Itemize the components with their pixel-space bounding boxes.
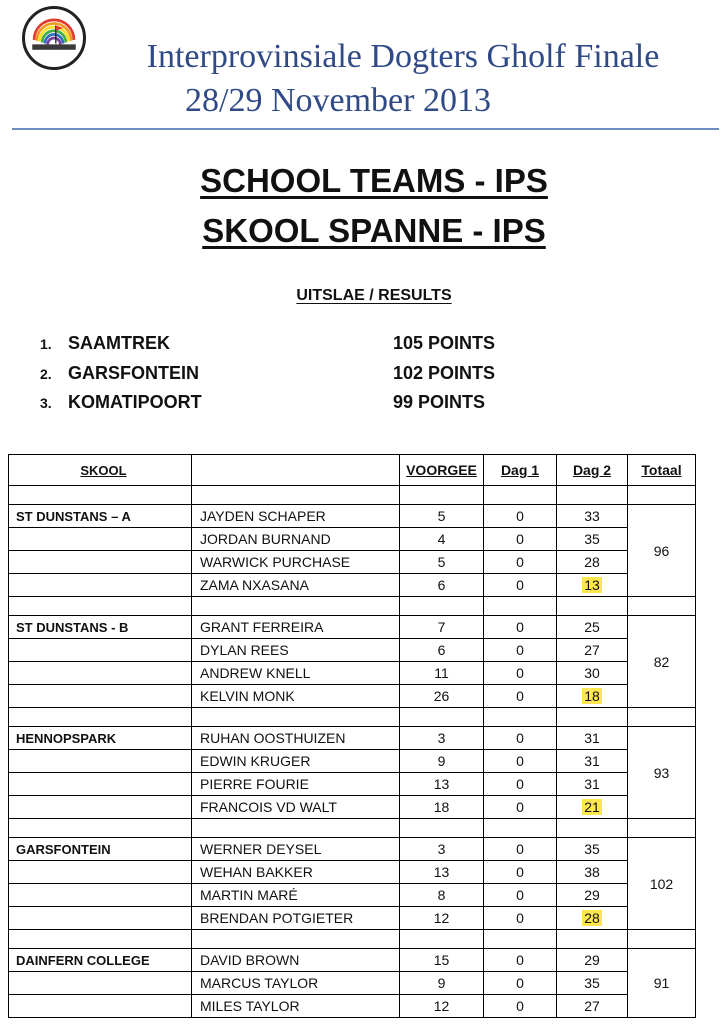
school-cell-empty: [9, 685, 192, 708]
voorgee-value: 9: [400, 750, 484, 773]
player-name: MARCUS TAYLOR: [192, 972, 400, 995]
team-total: 82: [628, 616, 696, 708]
dag1-value: 0: [484, 639, 557, 662]
result-school: SAAMTREK: [68, 333, 170, 353]
player-name: JAYDEN SCHAPER: [192, 505, 400, 528]
table-row: [9, 861, 696, 884]
dag2-value: 29: [584, 887, 600, 903]
spacer-school: [9, 708, 192, 727]
dag1-value: 0: [484, 727, 557, 750]
school-name: ST DUNSTANS - B: [9, 616, 192, 639]
spacer-voorgee: [400, 930, 484, 949]
voorgee-value: 12: [400, 907, 484, 930]
dag2-value: 31: [584, 730, 600, 746]
dag1-value: 0: [484, 662, 557, 685]
scores-table: [8, 454, 696, 1018]
dag2-cell: [557, 685, 628, 708]
player-name: DAVID BROWN: [192, 949, 400, 972]
dag1-value: 0: [484, 750, 557, 773]
spacer-totaal: [628, 930, 696, 949]
player-name: EDWIN KRUGER: [192, 750, 400, 773]
voorgee-value: 11: [400, 662, 484, 685]
school-name: DAINFERN COLLEGE: [9, 949, 192, 972]
player-name: GRANT FERREIRA: [192, 616, 400, 639]
spacer-player: [192, 708, 400, 727]
table-row: [9, 949, 696, 972]
voorgee-value: 9: [400, 972, 484, 995]
golf-logo-icon: [25, 9, 83, 67]
school-cell-empty: [9, 528, 192, 551]
result-school: KOMATIPOORT: [68, 392, 202, 412]
player-name: MARTIN MARÉ: [192, 884, 400, 907]
dag2-value: 21: [584, 799, 600, 815]
spacer-dag2: [557, 486, 628, 505]
school-cell-empty: [9, 972, 192, 995]
spacer-dag1: [484, 597, 557, 616]
table-row: [9, 838, 696, 861]
player-name: PIERRE FOURIE: [192, 773, 400, 796]
dag2-cell: [557, 616, 628, 639]
player-name: DYLAN REES: [192, 639, 400, 662]
dag2-cell: [557, 972, 628, 995]
result-points: 105 POINTS: [393, 333, 496, 353]
player-name: KELVIN MONK: [192, 685, 400, 708]
spacer-dag2: [557, 819, 628, 838]
dag1-value: 0: [484, 796, 557, 819]
dag2-value: 18: [584, 688, 600, 704]
school-cell-empty: [9, 796, 192, 819]
dag2-cell: [557, 773, 628, 796]
result-school: GARSFONTEIN: [68, 363, 200, 383]
dag1-value: 0: [484, 505, 557, 528]
dag2-value: 29: [584, 952, 600, 968]
voorgee-value: 13: [400, 861, 484, 884]
voorgee-value: 5: [400, 505, 484, 528]
dag1-value: 0: [484, 528, 557, 551]
team-total: 102: [628, 838, 696, 930]
spacer-voorgee: [400, 819, 484, 838]
table-row: [9, 639, 696, 662]
header-player: [192, 455, 400, 486]
school-name: GARSFONTEIN: [9, 838, 192, 861]
school-cell-empty: [9, 861, 192, 884]
player-name: WEHAN BAKKER: [192, 861, 400, 884]
table-row: [9, 662, 696, 685]
spacer-school: [9, 486, 192, 505]
school-cell-empty: [9, 639, 192, 662]
dag2-value: 38: [584, 864, 600, 880]
dag1-value: 0: [484, 861, 557, 884]
table-row: [9, 907, 696, 930]
header-totaal: Totaal: [628, 455, 696, 486]
school-cell-empty: [9, 773, 192, 796]
dag1-value: 0: [484, 995, 557, 1018]
dag2-value: 35: [584, 841, 600, 857]
table-row: [9, 727, 696, 750]
dag1-value: 0: [484, 884, 557, 907]
dag2-value: 27: [584, 998, 600, 1014]
dag1-value: 0: [484, 551, 557, 574]
voorgee-value: 7: [400, 616, 484, 639]
result-row: [40, 392, 202, 413]
table-row: [9, 685, 696, 708]
table-row: [9, 796, 696, 819]
dag2-cell: [557, 861, 628, 884]
dag1-value: 0: [484, 685, 557, 708]
spacer-player: [192, 819, 400, 838]
group-spacer-row: [9, 486, 696, 505]
school-cell-empty: [9, 574, 192, 597]
dag2-cell: [557, 574, 628, 597]
spacer-school: [9, 819, 192, 838]
dag2-value: 27: [584, 642, 600, 658]
dag2-cell: [557, 551, 628, 574]
title-english: SCHOOL TEAMS - IPS: [200, 162, 548, 199]
spacer-player: [192, 486, 400, 505]
spacer-dag2: [557, 930, 628, 949]
spacer-dag1: [484, 708, 557, 727]
spacer-dag1: [484, 819, 557, 838]
dag1-value: 0: [484, 972, 557, 995]
dag2-value: 13: [584, 577, 600, 593]
event-logo: [22, 6, 86, 70]
dag2-cell: [557, 838, 628, 861]
dag2-value: 33: [584, 508, 600, 524]
dag2-value: 28: [584, 910, 600, 926]
dag2-cell: [557, 639, 628, 662]
dag1-value: 0: [484, 773, 557, 796]
voorgee-value: 18: [400, 796, 484, 819]
team-total: 91: [628, 949, 696, 1018]
dag2-value: 28: [584, 554, 600, 570]
dag2-cell: [557, 528, 628, 551]
header-divider: [12, 128, 719, 130]
player-name: RUHAN OOSTHUIZEN: [192, 727, 400, 750]
dag2-cell: [557, 907, 628, 930]
results-subtitle: UITSLAE / RESULTS: [296, 287, 452, 304]
voorgee-value: 6: [400, 574, 484, 597]
spacer-totaal: [628, 708, 696, 727]
player-name: ANDREW KNELL: [192, 662, 400, 685]
spacer-totaal: [628, 819, 696, 838]
player-name: BRENDAN POTGIETER: [192, 907, 400, 930]
player-name: WARWICK PURCHASE: [192, 551, 400, 574]
dag1-value: 0: [484, 574, 557, 597]
result-rank: 3.: [40, 395, 52, 411]
spacer-voorgee: [400, 597, 484, 616]
dag2-cell: [557, 727, 628, 750]
voorgee-value: 13: [400, 773, 484, 796]
spacer-dag1: [484, 930, 557, 949]
table-row: [9, 884, 696, 907]
dag1-value: 0: [484, 907, 557, 930]
group-spacer-row: [9, 930, 696, 949]
voorgee-value: 26: [400, 685, 484, 708]
dag2-cell: [557, 662, 628, 685]
result-points: 102 POINTS: [393, 363, 496, 383]
table-row: [9, 505, 696, 528]
dag2-value: 35: [584, 531, 600, 547]
player-name: FRANCOIS VD WALT: [192, 796, 400, 819]
spacer-dag2: [557, 708, 628, 727]
school-cell-empty: [9, 662, 192, 685]
voorgee-value: 12: [400, 995, 484, 1018]
voorgee-value: 5: [400, 551, 484, 574]
school-cell-empty: [9, 551, 192, 574]
table-row: [9, 574, 696, 597]
table-row: [9, 750, 696, 773]
group-spacer-row: [9, 597, 696, 616]
spacer-dag1: [484, 486, 557, 505]
player-name: WERNER DEYSEL: [192, 838, 400, 861]
result-points: 99 POINTS: [393, 392, 486, 412]
result-rank: 2.: [40, 366, 52, 382]
voorgee-value: 8: [400, 884, 484, 907]
title-afrikaans: SKOOL SPANNE - IPS: [202, 212, 546, 249]
table-header-row: [9, 455, 696, 486]
table-row: [9, 616, 696, 639]
table-row: [9, 995, 696, 1018]
dag2-cell: [557, 949, 628, 972]
dag1-value: 0: [484, 838, 557, 861]
group-spacer-row: [9, 708, 696, 727]
table-row: [9, 773, 696, 796]
dag2-cell: [557, 750, 628, 773]
header-skool: SKOOL: [9, 455, 192, 486]
dag2-cell: [557, 884, 628, 907]
dag2-value: 31: [584, 776, 600, 792]
dag2-cell: [557, 995, 628, 1018]
dag2-cell: [557, 796, 628, 819]
team-total: 93: [628, 727, 696, 819]
school-cell-empty: [9, 995, 192, 1018]
event-title: Interprovinsiale Dogters Gholf Finale: [146, 38, 660, 75]
event-date: 28/29 November 2013: [185, 82, 491, 119]
result-row: [40, 333, 170, 354]
dag2-value: 30: [584, 665, 600, 681]
dag1-value: 0: [484, 949, 557, 972]
voorgee-value: 15: [400, 949, 484, 972]
result-row: [40, 363, 199, 384]
result-rank: 1.: [40, 336, 52, 352]
header-dag1: Dag 1: [484, 455, 557, 486]
table-row: [9, 972, 696, 995]
dag2-value: 25: [584, 619, 600, 635]
school-cell-empty: [9, 884, 192, 907]
school-name: ST DUNSTANS – A: [9, 505, 192, 528]
table-row: [9, 551, 696, 574]
team-total: 96: [628, 505, 696, 597]
spacer-player: [192, 597, 400, 616]
spacer-dag2: [557, 597, 628, 616]
spacer-voorgee: [400, 708, 484, 727]
header-voorgee: VOORGEE: [400, 455, 484, 486]
spacer-player: [192, 930, 400, 949]
voorgee-value: 3: [400, 727, 484, 750]
player-name: JORDAN BURNAND: [192, 528, 400, 551]
group-spacer-row: [9, 819, 696, 838]
spacer-school: [9, 930, 192, 949]
spacer-voorgee: [400, 486, 484, 505]
voorgee-value: 6: [400, 639, 484, 662]
school-name: HENNOPSPARK: [9, 727, 192, 750]
spacer-totaal: [628, 597, 696, 616]
header-dag2: Dag 2: [557, 455, 628, 486]
player-name: MILES TAYLOR: [192, 995, 400, 1018]
dag1-value: 0: [484, 616, 557, 639]
spacer-school: [9, 597, 192, 616]
dag2-value: 35: [584, 975, 600, 991]
table-row: [9, 528, 696, 551]
voorgee-value: 4: [400, 528, 484, 551]
spacer-totaal: [628, 486, 696, 505]
player-name: ZAMA NXASANA: [192, 574, 400, 597]
dag2-value: 31: [584, 753, 600, 769]
school-cell-empty: [9, 750, 192, 773]
school-cell-empty: [9, 907, 192, 930]
dag2-cell: [557, 505, 628, 528]
voorgee-value: 3: [400, 838, 484, 861]
